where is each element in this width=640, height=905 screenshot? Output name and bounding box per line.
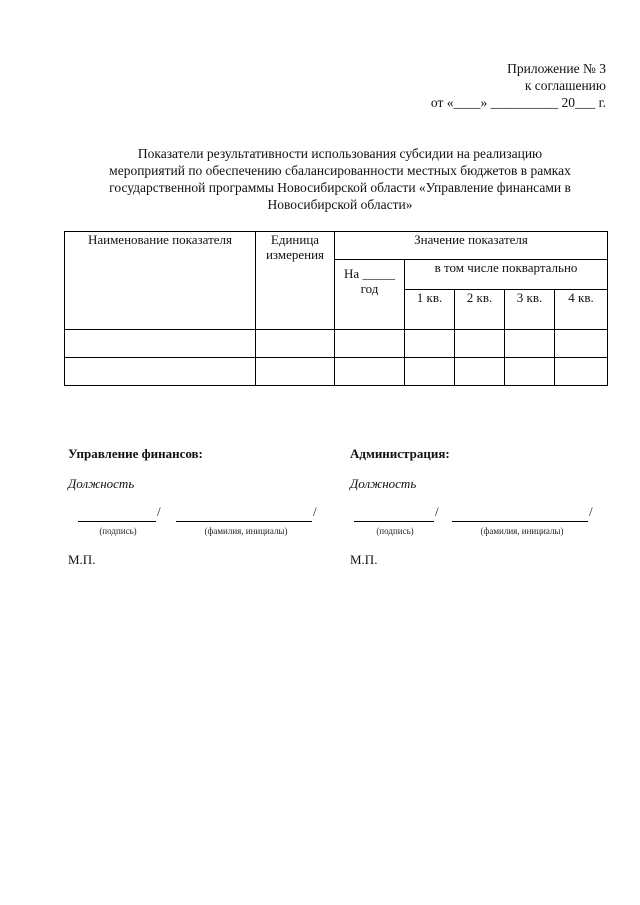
table-row <box>65 330 608 358</box>
caption-name-administration: (фамилия, инициалы) <box>480 526 564 536</box>
table-cell <box>335 330 405 358</box>
appendix-date: от «____» __________ 20___ г. <box>430 95 606 110</box>
header-quarter-1: 1 кв. <box>405 290 455 330</box>
header-indicator-value: Значение показателя <box>335 232 608 260</box>
table-cell <box>505 358 555 386</box>
title-line-2: мероприятий по обеспечению сбалансированности местных бюджетов в рамках <box>109 163 571 178</box>
appendix-number: Приложение № 3 <box>507 61 606 76</box>
signature-line-sign <box>354 507 434 522</box>
table-cell <box>455 330 505 358</box>
header-year-line-2: год <box>360 281 379 296</box>
table-cell <box>555 330 608 358</box>
signature-position-administration: Должность <box>350 476 417 491</box>
signature-slash: / <box>313 504 317 519</box>
stamp-administration: М.П. <box>350 552 378 567</box>
header-unit-line-1: Единица <box>270 232 320 247</box>
signature-heading-administration: Администрация: <box>350 446 450 461</box>
signature-block-finance <box>68 446 328 576</box>
signature-line-name <box>176 507 312 522</box>
header-quarterly: в том числе поквартально <box>405 260 608 290</box>
title-line-4: Новосибирской области» <box>267 197 413 212</box>
table-cell <box>405 330 455 358</box>
table-row <box>65 358 608 386</box>
table-cell <box>65 330 256 358</box>
signature-block-administration <box>350 446 610 576</box>
table-cell <box>256 358 335 386</box>
header-quarter-4: 4 кв. <box>555 290 608 330</box>
table-header-row-1 <box>65 232 608 260</box>
caption-name-finance: (фамилия, инициалы) <box>204 526 288 536</box>
table-cell <box>65 358 256 386</box>
header-unit <box>256 232 335 330</box>
title-line-1: Показатели результативности использования субсидии на реализацию <box>137 146 543 161</box>
header-indicator-name <box>65 232 256 330</box>
header-quarter-2: 2 кв. <box>455 290 505 330</box>
document-title <box>66 145 614 213</box>
header-indicator-name-text: Наименование показателя <box>87 232 233 247</box>
signature-slash: / <box>435 504 439 519</box>
caption-sign-finance: (подпись) <box>99 526 137 536</box>
table-cell <box>505 330 555 358</box>
signature-heading-finance: Управление финансов: <box>68 446 203 461</box>
table-cell <box>335 358 405 386</box>
table-cell <box>256 330 335 358</box>
header-year-line-1: На _____ <box>344 266 395 281</box>
appendix-header <box>431 60 606 111</box>
appendix-reference: к соглашению <box>524 78 606 93</box>
indicators-table <box>64 231 608 386</box>
signature-slash: / <box>157 504 161 519</box>
header-year <box>335 260 405 330</box>
signature-position-finance: Должность <box>68 476 135 491</box>
signature-slash: / <box>589 504 593 519</box>
stamp-finance: М.П. <box>68 552 96 567</box>
header-unit-line-2: измерения <box>265 247 325 262</box>
table-cell <box>455 358 505 386</box>
title-line-3: государственной программы Новосибирской области «Управление финансами в <box>109 180 571 195</box>
signature-line-name <box>452 507 588 522</box>
caption-sign-administration: (подпись) <box>376 526 414 536</box>
header-quarter-3: 3 кв. <box>505 290 555 330</box>
table-cell <box>405 358 455 386</box>
signature-line-sign <box>78 507 156 522</box>
table-cell <box>555 358 608 386</box>
